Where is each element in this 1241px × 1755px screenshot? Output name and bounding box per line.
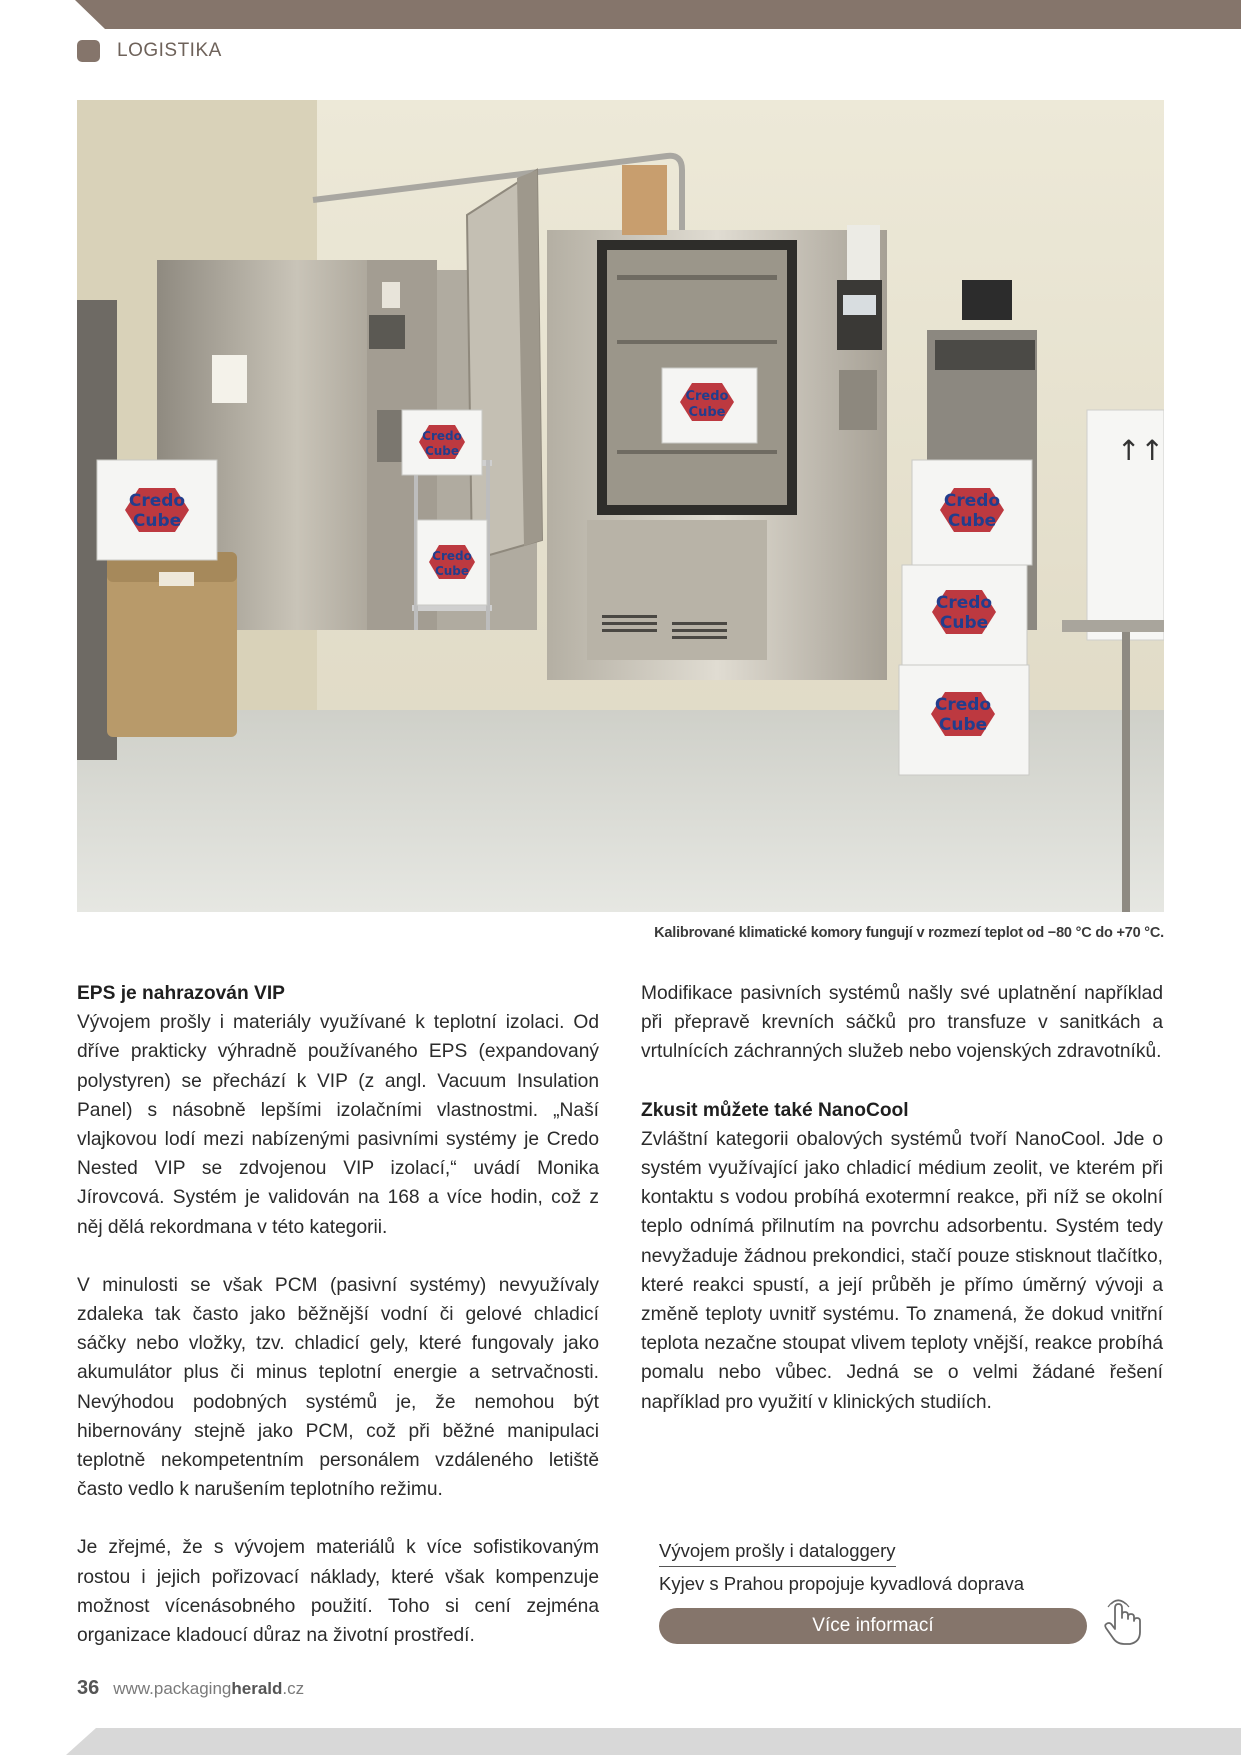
site-url-suffix: .cz <box>282 1679 305 1698</box>
article-column-left <box>77 979 599 1679</box>
svg-text:Credo: Credo <box>935 593 993 613</box>
paragraph: Vývojem prošly i materiály využívané k teplotní izolaci. Od dříve prakticky výhradně používaného EPS (expandovaný polystyren) se přechází k VIP (z angl. Vacuum Insulation Panel) s násobně lepšími izolačními vlastnostmi. „Naší vlajkovou lodí mezi nabízenými pasivními systémy je Credo Nested VIP se zdvojenou VIP izolací,“ uvádí Monika Jírovcová. Systém je validován na 168 a více hodin, což z něj dělá rekordmana v této kategorii. <box>77 1012 599 1238</box>
lab-photo <box>77 100 1164 912</box>
credo-cube-box <box>97 460 217 560</box>
svg-text:Cube: Cube <box>688 405 726 420</box>
svg-text:Credo: Credo <box>422 429 462 443</box>
top-band <box>75 0 1241 29</box>
related-articles <box>659 1537 1089 1598</box>
svg-text:Credo: Credo <box>685 389 729 404</box>
credo-cube-box <box>417 520 487 605</box>
svg-text:Credo: Credo <box>128 491 186 511</box>
page-footer <box>77 1677 304 1700</box>
paragraph: Zvláštní kategorii obalových systémů tvoří NanoCool. Jde o systém využívající jako chladicí médium zeolit, ve kterém při kontaktu s vodou probíhá exotermní reakce, při níž se okolní teplo odnímá přilnutím na povrchu adsorbentu. Systém tedy nevyžaduje žádnou prekondici, stačí pouze stisknout tlačítko, které reakci spustí, a její průběh je přímo úměrný vývoji a změně teploty uvnitř systému. To znamená, že dokud vnitřní teplota nezačne stoupat vlivem teploty vnější, reakce probíhá pomalu nebo vůbec. Jedná se o velmi žádané řešení například pro využití v klinických studiích. <box>641 1128 1163 1413</box>
article-column-right <box>641 979 1163 1446</box>
section-label <box>77 40 222 62</box>
svg-text:Cube: Cube <box>939 613 989 633</box>
photo-caption: Kalibrované klimatické komory fungují v rozmezí teplot od −80 °C do +70 °C. <box>654 925 1164 941</box>
paragraph: Je zřejmé, že s vývojem materiálů k více sofistikovaným rostou i jejich pořizovací náklady, které však kompenzuje možnost vícenásobného použití. Toho si cení zejména organizace kladoucí důraz na životní prostředí. <box>77 1537 599 1647</box>
svg-text:Credo: Credo <box>943 491 1001 511</box>
svg-text:Cube: Cube <box>434 564 470 578</box>
site-url[interactable] <box>113 1679 304 1699</box>
svg-text:Credo: Credo <box>432 549 472 563</box>
site-url-prefix: www.packaging <box>113 1679 232 1698</box>
bottom-band <box>66 1728 1241 1755</box>
section-title: LOGISTIKA <box>117 40 222 61</box>
related-link-dataloggery[interactable]: Vývojem prošly i dataloggery <box>659 1537 896 1567</box>
credo-cube-box <box>899 665 1029 775</box>
svg-text:↑↑: ↑↑ <box>1117 434 1164 467</box>
site-url-brand: herald <box>231 1679 283 1698</box>
svg-text:Credo: Credo <box>934 695 992 715</box>
page-number: 36 <box>77 1677 100 1699</box>
pointing-hand-icon <box>1101 1598 1147 1648</box>
paragraph: Modifikace pasivních systémů našly své uplatnění například při přepravě krevních sáčků pro transfuze v sanitkách a vrtulnících záchranných služeb nebo vojenských zdravotníků. <box>641 983 1163 1063</box>
credo-cube-box <box>402 410 482 475</box>
heading-eps-vip: EPS je nahrazován VIP <box>77 983 285 1004</box>
credo-cube-box <box>902 565 1027 665</box>
credo-cube-box <box>662 368 757 443</box>
svg-text:Cube: Cube <box>132 511 182 531</box>
heading-nanocool: Zkusit můžete také NanoCool <box>641 1099 909 1121</box>
section-square-icon <box>77 40 100 62</box>
related-link-kyvadlova-doprava[interactable]: Kyjev s Prahou propojuje kyvadlová doprava <box>659 1573 1025 1594</box>
credo-cube-box <box>912 460 1032 565</box>
more-info-button[interactable]: Více informací <box>659 1608 1087 1644</box>
white-box-right <box>1087 410 1164 640</box>
paragraph: V minulosti se však PCM (pasivní systémy) nevyužívaly zdaleka tak často jako běžnější vodní či gelové chladicí sáčky nebo vložky, tzv. chladicí gely, které fungovaly jako akumulátor plus či minus teplotní energie a setrvačnosti. Nevýhodou podobných systémů je, že nemohou být hibernovány stejně jako PCM, což při běžné manipulaci teplotně nekompetentním personálem vzdáleného letiště často vedlo k narušením teplotního režimu. <box>77 1274 599 1501</box>
svg-text:Cube: Cube <box>947 511 997 531</box>
svg-text:Cube: Cube <box>424 444 460 458</box>
svg-text:Cube: Cube <box>938 715 988 735</box>
